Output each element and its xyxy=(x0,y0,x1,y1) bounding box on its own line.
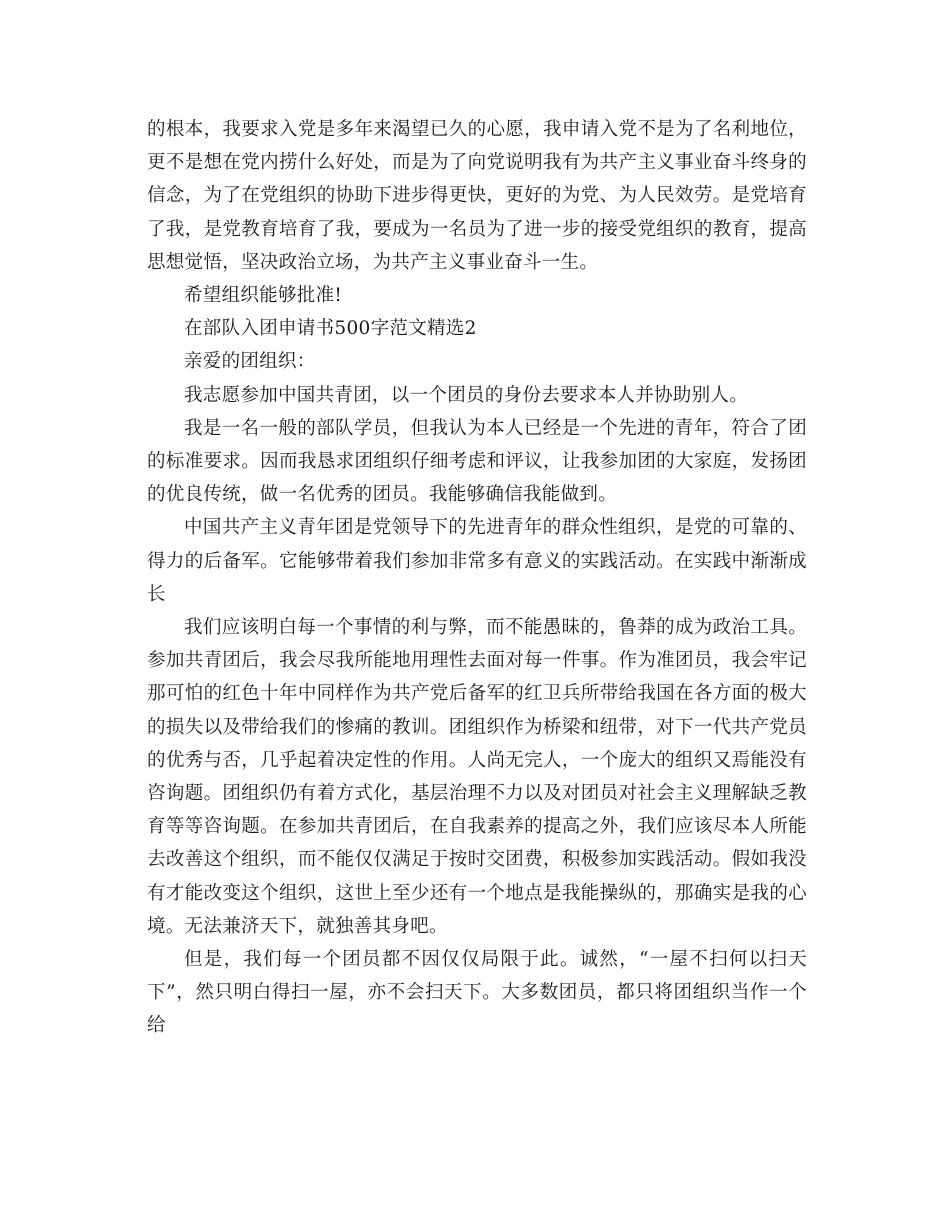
paragraph-2: 希望组织能够批准! xyxy=(184,285,343,307)
paragraph-6: 我是一名一般的部队学员，但我认为本人已经是一个先进的青年，符合了团的标准要求。因而我恳求团组织仔细考虑和评议，让我参加团的大家庭，发扬团的优良传统，做一名优秀的团员。我能够确信我能做到。 xyxy=(147,417,807,506)
paragraph-8: 我们应该明白每一个事情的利与弊，而不能愚昧的，鲁莽的成为政治工具。参加共青团后，我会尽我所能地用理性去面对每一件事。作为准团员，我会牢记那可怕的红色十年中同样作为共产党后备军的红卫兵所带给我国在各方面的极大的损失以及带给我们的惨痛的教训。团组织作为桥梁和纽带，对下一代共产党员的优秀与否，几乎起着决定性的作用。人尚无完人，一个庞大的组织又焉能没有咨询题。团组织仍有着方式化，基层治理不力以及对团员对社会主义理解缺乏教育等等咨询题。在参加共青团后，在自我素养的提高之外，我们应该尽本人所能去改善这个组织，而不能仅仅满足于按时交团费，积极参加实践活动。假如我没有才能改变这个组织，这世上至少还有一个地点是我能操纵的，那确实是我的心境。无法兼济天下，就独善其身吧。 xyxy=(147,617,807,937)
salutation: 亲爱的团组织： xyxy=(184,351,316,373)
section-title: 在部队入团申请书500字范文精选2 xyxy=(184,318,477,340)
paragraph-9: 但是，我们每一个团员都不因仅仅局限于此。诚然，“一屋不扫何以扫天下”，然只明白得扫一屋，亦不会扫天下。大多数团员，都只将团组织当作一个给 xyxy=(147,949,807,1037)
paragraph-1: 的根本，我要求入党是多年来渴望已久的心愿，我申请入党不是为了名利地位，更不是想在党内捞什么好处，而是为了向党说明我有为共产主义事业奋斗终身的信念，为了在党组织的协助下进步得更快，更好的为党、为人民效劳。是党培育了我，是党教育培育了我，要成为一名员为了进一步的接受党组织的教育，提高思想觉悟，坚决政治立场，为共产主义事业奋斗一生。 xyxy=(147,119,807,273)
document-body xyxy=(147,113,807,1043)
paragraph-5: 我志愿参加中国共青团，以一个团员的身份去要求本人并协助别人。 xyxy=(184,384,749,406)
paragraph-7: 中国共产主义青年团是党领导下的先进青年的群众性组织，是党的可靠的、得力的后备军。它能够带着我们参加非常多有意义的实践活动。在实践中渐渐成长 xyxy=(147,517,807,605)
